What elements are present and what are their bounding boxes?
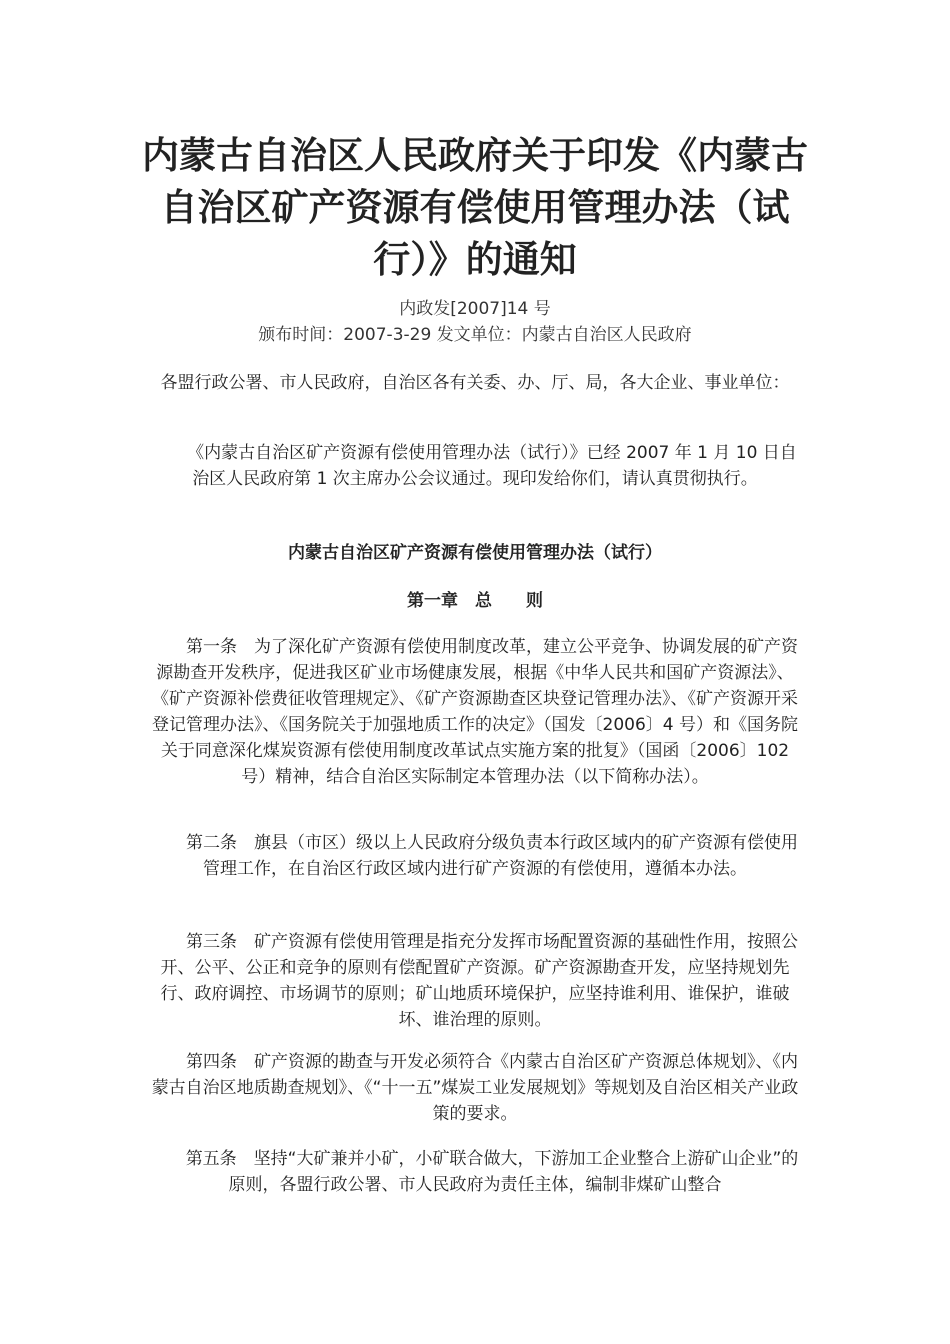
chapter-title: 第一章 总 则 bbox=[407, 591, 543, 611]
article-5: 第五条 坚持“大矿兼并小矿，小矿联合做大，下游加工企业整合上游矿山企业”的原则，各盟行政公署、市人民政府为责任主体，编制非煤矿山整合 bbox=[185, 1149, 799, 1195]
article-4: 第四条 矿产资源的勘查与开发必须符合《内蒙古自治区矿产资源总体规划》、《内蒙古自治区地质勘查规划》、《“十一五”煤炭工业发展规划》等规划及自治区相关产业政策的要求。 bbox=[151, 1052, 799, 1124]
issue-info: 颁布时间：2007-3-29 发文单位：内蒙古自治区人民政府 bbox=[258, 325, 692, 345]
document-number: 内政发[2007]14 号 bbox=[399, 299, 551, 319]
measures-title: 内蒙古自治区矿产资源有偿使用管理办法（试行） bbox=[288, 543, 662, 563]
article-3: 第三条 矿产资源有偿使用管理是指充分发挥市场配置资源的基础性作用，按照公开、公平、公正和竞争的原则有偿配置矿产资源。矿产资源勘查开发，应坚持规划先行、政府调控、市场调节的原则；矿山地质环境保护，应坚持谁利用、谁保护，谁破坏、谁治理的原则。 bbox=[160, 932, 798, 1030]
article-1: 第一条 为了深化矿产资源有偿使用制度改革，建立公平竞争、协调发展的矿产资源勘查开发秩序，促进我区矿业市场健康发展，根据《中华人民共和国矿产资源法》、《矿产资源补偿费征收管理规定》、《矿产资源勘查区块登记管理办法》、《矿产资源开采登记管理办法》、《国务院关于加强地质工作的决定》（国发〔2006〕4 号）和《国务院关于同意深化煤炭资源有偿使用制度改革试点实施方案的批复》（国函〔2006〕102 号）精神，结合自治区实际制定本管理办法（以下简称办法）。 bbox=[152, 637, 798, 787]
article-2: 第二条 旗县（市区）级以上人民政府分级负责本行政区域内的矿产资源有偿使用管理工作，在自治区行政区域内进行矿产资源的有偿使用，遵循本办法。 bbox=[186, 833, 798, 879]
intro-paragraph: 《内蒙古自治区矿产资源有偿使用管理办法（试行）》已经 2007 年 1 月 10 日自治区人民政府第 1 次主席办公会议通过。现印发给你们，请认真贯彻执行。 bbox=[187, 443, 797, 489]
document-title: 内蒙古自治区人民政府关于印发《内蒙古自治区矿产资源有偿使用管理办法（试行）》的通知 bbox=[142, 134, 808, 281]
document-meta bbox=[130, 296, 820, 348]
addressee-paragraph: 各盟行政公署、市人民政府，自治区各有关委、办、厅、局，各大企业、事业单位： bbox=[160, 373, 790, 393]
